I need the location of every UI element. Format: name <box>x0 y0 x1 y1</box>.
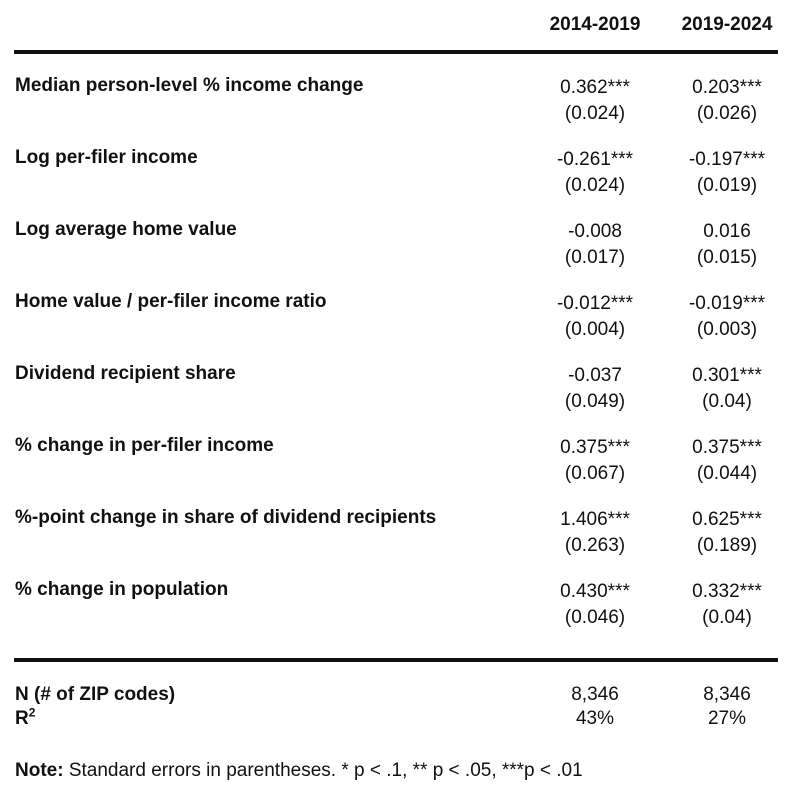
coefficient: 0.203*** <box>692 77 762 98</box>
row-label: % change in per-filer income <box>15 435 274 456</box>
cell-2014-2019 <box>530 435 660 487</box>
coefficient: 0.625*** <box>692 509 762 530</box>
table-row <box>0 507 800 567</box>
cell-2019-2024 <box>662 435 792 487</box>
standard-error: (0.003) <box>696 319 758 340</box>
row-label: Dividend recipient share <box>15 363 236 384</box>
coefficient: 1.406*** <box>560 509 630 530</box>
cell-2014-2019 <box>530 363 660 415</box>
standard-error: (0.004) <box>564 319 626 340</box>
cell-2019-2024 <box>662 147 792 199</box>
top-rule <box>14 50 778 54</box>
standard-error: (0.049) <box>564 391 626 412</box>
coefficient: -0.261*** <box>556 149 634 170</box>
standard-error: (0.044) <box>696 463 758 484</box>
table-row <box>0 75 800 135</box>
cell-2014-2019 <box>530 291 660 343</box>
standard-error: (0.046) <box>564 607 626 628</box>
coefficient: -0.197*** <box>688 149 766 170</box>
column-header-2014-2019: 2014-2019 <box>549 14 641 35</box>
coefficient: -0.019*** <box>688 293 766 314</box>
coefficient: -0.012*** <box>556 293 634 314</box>
coefficient: 0.375*** <box>692 437 762 458</box>
standard-error: (0.026) <box>696 103 758 124</box>
coefficient: 0.375*** <box>560 437 630 458</box>
cell-2014-2019 <box>530 579 660 631</box>
standard-error: (0.015) <box>696 247 758 268</box>
n-value-2019-2024: 8,346 <box>703 684 751 705</box>
standard-error: (0.04) <box>702 607 752 628</box>
row-label: Median person-level % income change <box>15 75 364 96</box>
r-squared-label <box>15 707 35 731</box>
note-label: Note: <box>15 760 64 781</box>
coefficient: 0.332*** <box>692 581 762 602</box>
cell-2019-2024 <box>662 363 792 415</box>
table-row <box>0 579 800 639</box>
coefficient: 0.016 <box>703 221 751 242</box>
coefficient: -0.008 <box>568 221 622 242</box>
cell-2014-2019 <box>530 219 660 271</box>
standard-error: (0.189) <box>696 535 758 556</box>
table-row <box>0 147 800 207</box>
standard-error: (0.024) <box>564 175 626 196</box>
standard-error: (0.024) <box>564 103 626 124</box>
r-squared-letter: R <box>15 708 29 729</box>
table-row <box>0 435 800 495</box>
column-header-2019-2024: 2019-2024 <box>681 14 773 35</box>
coefficient: -0.037 <box>568 365 622 386</box>
r-squared-2019-2024: 27% <box>707 708 747 729</box>
row-label: % change in population <box>15 579 229 600</box>
row-label: Log per-filer income <box>15 147 198 168</box>
table-row <box>0 291 800 351</box>
table-row <box>0 363 800 423</box>
cell-2019-2024 <box>662 291 792 343</box>
coefficient: 0.362*** <box>560 77 630 98</box>
n-value-2014-2019: 8,346 <box>571 684 619 705</box>
cell-2014-2019 <box>530 507 660 559</box>
table-note <box>15 760 583 782</box>
cell-2019-2024 <box>662 579 792 631</box>
cell-2019-2024 <box>662 507 792 559</box>
cell-2014-2019 <box>530 147 660 199</box>
standard-error: (0.017) <box>564 247 626 268</box>
standard-error: (0.019) <box>696 175 758 196</box>
n-label: N (# of ZIP codes) <box>15 684 176 705</box>
standard-error: (0.04) <box>702 391 752 412</box>
standard-error: (0.263) <box>564 535 626 556</box>
standard-error: (0.067) <box>564 463 626 484</box>
cell-2019-2024 <box>662 75 792 127</box>
row-label: Log average home value <box>15 219 237 240</box>
cell-2014-2019 <box>530 75 660 127</box>
coefficient: 0.301*** <box>692 365 762 386</box>
bottom-rule <box>14 658 778 662</box>
cell-2019-2024 <box>662 219 792 271</box>
row-label: Home value / per-filer income ratio <box>15 291 327 312</box>
coefficient: 0.430*** <box>560 581 630 602</box>
r-squared-superscript: 2 <box>28 705 36 720</box>
table-row <box>0 219 800 279</box>
r-squared-2014-2019: 43% <box>575 708 615 729</box>
note-text: Standard errors in parentheses. * p < .1, ** p < .05, ***p < .01 <box>63 760 583 781</box>
row-label: %-point change in share of dividend recipients <box>15 507 437 528</box>
